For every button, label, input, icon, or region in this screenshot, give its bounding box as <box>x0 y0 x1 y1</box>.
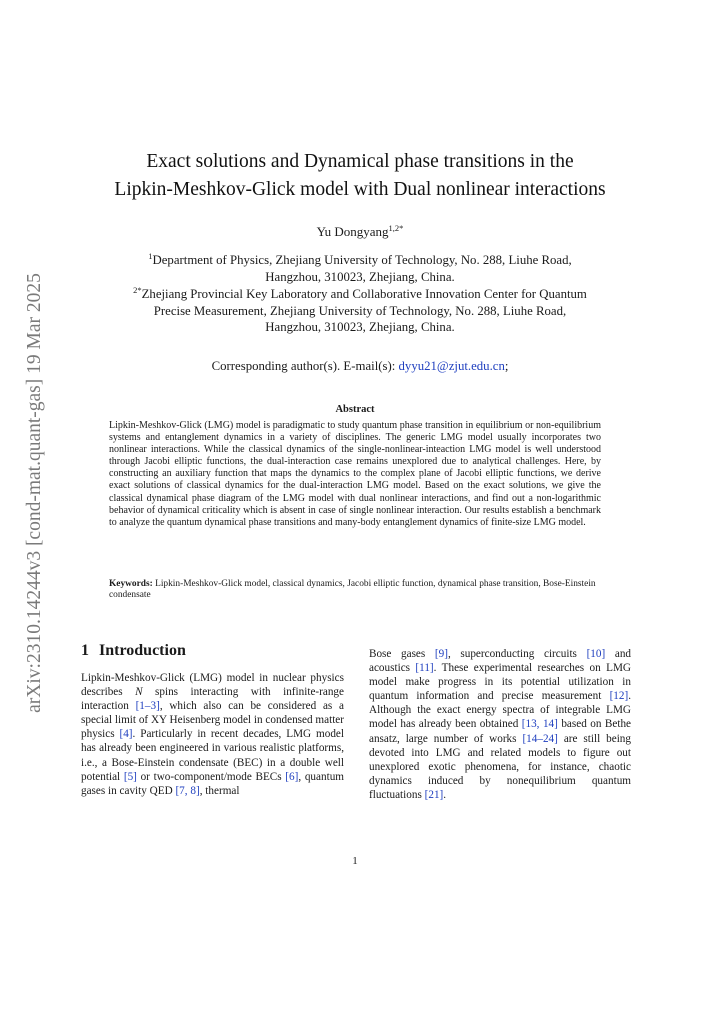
arxiv-stamp <box>24 228 46 758</box>
citation-link[interactable]: [1–3] <box>135 700 160 713</box>
citation-link[interactable]: [14–24] <box>522 732 558 745</box>
author-superscript: 1,2* <box>388 223 404 233</box>
citation-link[interactable]: [6] <box>285 770 299 783</box>
text-run: . Particularly in recent decades, LMG model has already been engineered in various realistic platforms, i.e., a Bose-Einstein condensate (BEC) in a double well potential <box>81 728 344 783</box>
affiliation-2 <box>80 282 640 336</box>
citation-link[interactable]: [12] <box>609 690 629 703</box>
affiliation-1 <box>90 248 630 285</box>
author-line <box>0 223 720 240</box>
affiliation-2-line-1: Zhejiang Provincial Key Laboratory and Collaborative Innovation Center for Quantum <box>141 287 587 301</box>
affiliation-1-line-2: Hangzhou, 310023, Zhejiang, China. <box>265 269 455 284</box>
email-link[interactable]: dyyu21@zjut.edu.cn <box>398 359 505 373</box>
title-line-2: Lipkin-Meshkov-Glick model with Dual nonlinear interactions <box>114 179 606 200</box>
title-line-1: Exact solutions and Dynamical phase transitions in the <box>146 151 574 172</box>
citation-link[interactable]: [11] <box>415 662 434 675</box>
citation-link[interactable]: [4] <box>119 728 133 741</box>
text-run: or two-component/mode BECs <box>136 770 286 783</box>
citation-link[interactable]: [13, <box>521 718 540 731</box>
text-run: , quantum gases in cavity QED <box>81 770 344 797</box>
affiliation-2-line-3: Hangzhou, 310023, Zhejiang, China. <box>265 320 455 334</box>
arxiv-stamp-text: arXiv:2310.14244v3 [cond-mat.quant-gas] 19 Mar 2025 <box>24 273 45 713</box>
author-name: Yu Dongyang <box>316 224 389 239</box>
abstract-text: Lipkin-Meshkov-Glick (LMG) model is paradigmatic to study quantum phase transition in equilibrium or non-equilibrium systems and entanglement dynamics in a variety of disciplines. The generic LMG model usually incorporates two nonlinear interactions. While the classical dynamics of the single-nonlinear-inteaction LMG model is well understood through Jacobi elliptic functions, the dual-interaction case remains unexplored due to analytical challenges. Here, by constructing an auxiliary function that maps the dynamics to the complex plane of Jacobi elliptic functions, we derive exact solutions of classical dynamics for the dual-interaction LMG model. Based on the exact solutions, we give the classical dynamical phase diagram of the LMG model with dual nonlinear interactions, and find out a non-logarithmic behavior of dynamical criticality which is absent in case of single nonlinear interaction. Our results establish a benchmark to analyze the quantum dynamical phase transitions and many-body entanglement dynamics of finite-size LMG model. <box>109 420 601 528</box>
abstract-heading: Abstract <box>335 404 375 415</box>
text-run: and acoustics <box>369 648 632 675</box>
text-run: , thermal <box>199 784 240 797</box>
text-run: . Although the exact energy spectra of integrable LMG model has already been obtained <box>369 690 631 731</box>
citation-link[interactable]: 14] <box>542 718 558 731</box>
keywords-label: Keywords: <box>109 579 153 589</box>
text-run: Lipkin-Meshkov-Glick (LMG) model in nuclear physics describes <box>81 672 344 699</box>
paper-title <box>60 148 660 204</box>
intro-column-right <box>369 647 631 802</box>
corresponding-author <box>0 359 720 374</box>
citation-link[interactable]: 8] <box>190 784 200 797</box>
italic-n: N <box>135 686 143 699</box>
citation-link[interactable]: [21] <box>424 788 444 801</box>
citation-link[interactable]: [10] <box>586 648 606 660</box>
text-run: . These experimental researches on LMG model make progress in its potential utilization in quantum information and precise measurement <box>369 662 631 703</box>
citation-link[interactable]: [5] <box>123 770 137 783</box>
text-run: , superconducting circuits <box>447 648 587 660</box>
text-run: Bose gases <box>369 648 435 660</box>
text-run: based on Bethe ansatz, large number of works <box>369 718 631 745</box>
section-heading <box>81 642 186 660</box>
section-number: 1 <box>81 642 89 659</box>
citation-link[interactable]: [9] <box>434 648 448 660</box>
text-run: are still being devoted into LMG and related models to figure out unexplored exotic phenomena, for instance, chaotic dynamics induced by nonequilibrium quantum fluctuations <box>369 732 631 801</box>
keywords-text: Lipkin-Meshkov-Glick model, classical dynamics, Jacobi elliptic function, dynamical phase transition, Bose-Einstein condensate <box>109 579 596 601</box>
corresponding-suffix: ; <box>504 359 509 373</box>
affiliation-2-line-2: Precise Measurement, Zhejiang University of Technology, No. 288, Liuhe Road, <box>153 303 567 318</box>
intro-column-left <box>81 671 344 798</box>
affiliation-1-line-1: Department of Physics, Zhejiang University of Technology, No. 288, Liuhe Road, <box>152 253 572 267</box>
text-run: spins interacting with infinite-range interaction <box>81 686 344 713</box>
affiliation-1-sup: 1 <box>148 251 153 261</box>
section-title: Introduction <box>99 642 186 659</box>
text-run: . <box>443 788 447 801</box>
text-run: , which also can be considered as a special limit of XY Heisenberg model in condensed matter physics <box>81 700 344 741</box>
page-number: 1 <box>352 855 358 867</box>
keywords <box>109 579 601 601</box>
corresponding-prefix: Corresponding author(s). E-mail(s): <box>211 359 396 373</box>
affiliation-2-sup: 2* <box>133 285 142 295</box>
citation-link[interactable]: [7, <box>175 784 188 797</box>
